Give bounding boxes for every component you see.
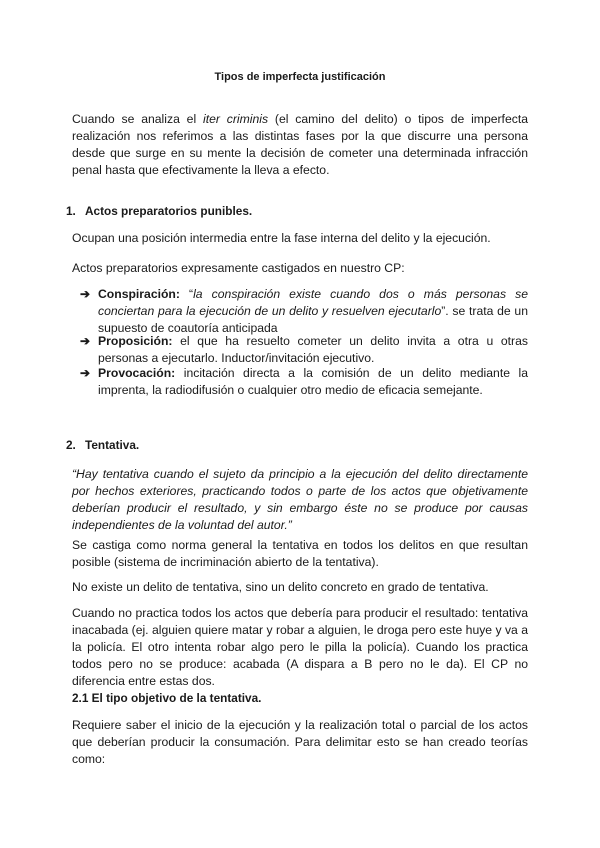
quote-open: “ bbox=[179, 287, 194, 301]
section1-number: 1. bbox=[66, 204, 76, 218]
bullet-text bbox=[98, 286, 528, 337]
bullet-conspiracion bbox=[80, 286, 528, 337]
intro-paragraph bbox=[72, 111, 528, 179]
bullet-description: incitación directa a la comisión de un delito mediante la imprenta, la radiodifusión o cualquier otro medio de eficacia semejante. bbox=[98, 366, 528, 397]
bullet-italic-definition: la conspiración existe cuando dos o más personas se conciertan para la ejecución de un delito y resuelven ejecutarlo bbox=[98, 287, 528, 318]
bullet-text bbox=[98, 333, 528, 367]
bullet-term: Provocación: bbox=[98, 366, 176, 380]
bullet-term: Proposición: bbox=[98, 334, 173, 348]
arrow-bullet-icon: ➔ bbox=[80, 366, 91, 380]
intro-text-start: Cuando se analiza el bbox=[72, 112, 203, 126]
bullet-term: Conspiración: bbox=[98, 287, 180, 301]
section2-paragraph-3: Cuando no practica todos los actos que debería para producir el resultado: tentativa inacabada (ej. alguien quiere matar y robar a alguien, le droga pero este huye y va a la policía. El otro intenta robar algo pero le pilla la policía). Cuando los practica todos pero no se produce: acabada (A dispara a B pero no le da). El CP no diferencia entre estas dos. bbox=[72, 606, 528, 688]
bullet-text bbox=[98, 365, 528, 399]
arrow-bullet-icon: ➔ bbox=[80, 334, 91, 348]
bullet-description: el que ha resuelto cometer un delito invita a otra u otras personas a ejecutarlo. Inductor/invitación ejecutivo. bbox=[98, 334, 528, 365]
section1-paragraph-1: Ocupan una posición intermedia entre la fase interna del delito y la ejecución. bbox=[72, 231, 491, 245]
tentativa-quote: “Hay tentativa cuando el sujeto da principio a la ejecución del delito directamente por hechos exteriores, practicando todos o parte de los actos que objetivamente deberían producir el resultado, y sin embargo éste no se produce por causas independientes de la voluntad del autor.” bbox=[72, 467, 528, 532]
section21-paragraph-1: Requiere saber el inicio de la ejecución y la realización total o parcial de los actos que deberían producir la consumación. Para delimitar esto se han creado teorías como: bbox=[72, 718, 528, 766]
arrow-bullet-icon: ➔ bbox=[80, 287, 91, 301]
section1-title: Actos preparatorios punibles. bbox=[85, 204, 253, 218]
section2-paragraph-1: Se castiga como norma general la tentativa en todos los delitos en que resultan posible (sistema de incriminación abierto de la tentativa). bbox=[72, 538, 528, 569]
document-title: Tipos de imperfecta justificación bbox=[214, 71, 386, 83]
section1-heading bbox=[66, 204, 252, 218]
section2-number: 2. bbox=[66, 438, 76, 452]
section2-paragraph-2: No existe un delito de tentativa, sino un delito concreto en grado de tentativa. bbox=[72, 580, 489, 594]
intro-text-end: (el camino del delito) o tipos de imperfecta realización nos referimos a las distintas fases por la que discurre una persona desde que surge en su mente la decisión de cometer una determinada infracción penal hasta que efectivamente la lleva a efecto. bbox=[72, 112, 528, 177]
bullet-proposicion bbox=[80, 333, 528, 367]
intro-italic-term: iter criminis bbox=[203, 112, 269, 126]
section21-heading: 2.1 El tipo objetivo de la tentativa. bbox=[72, 691, 262, 705]
bullet-provocacion bbox=[80, 365, 528, 399]
section1-paragraph-2: Actos preparatorios expresamente castigados en nuestro CP: bbox=[72, 261, 405, 275]
section2-heading bbox=[66, 438, 139, 452]
section2-title: Tentativa. bbox=[85, 438, 140, 452]
bullet-text-end: ”. se trata de un supuesto de coautoría anticipada bbox=[98, 304, 528, 335]
